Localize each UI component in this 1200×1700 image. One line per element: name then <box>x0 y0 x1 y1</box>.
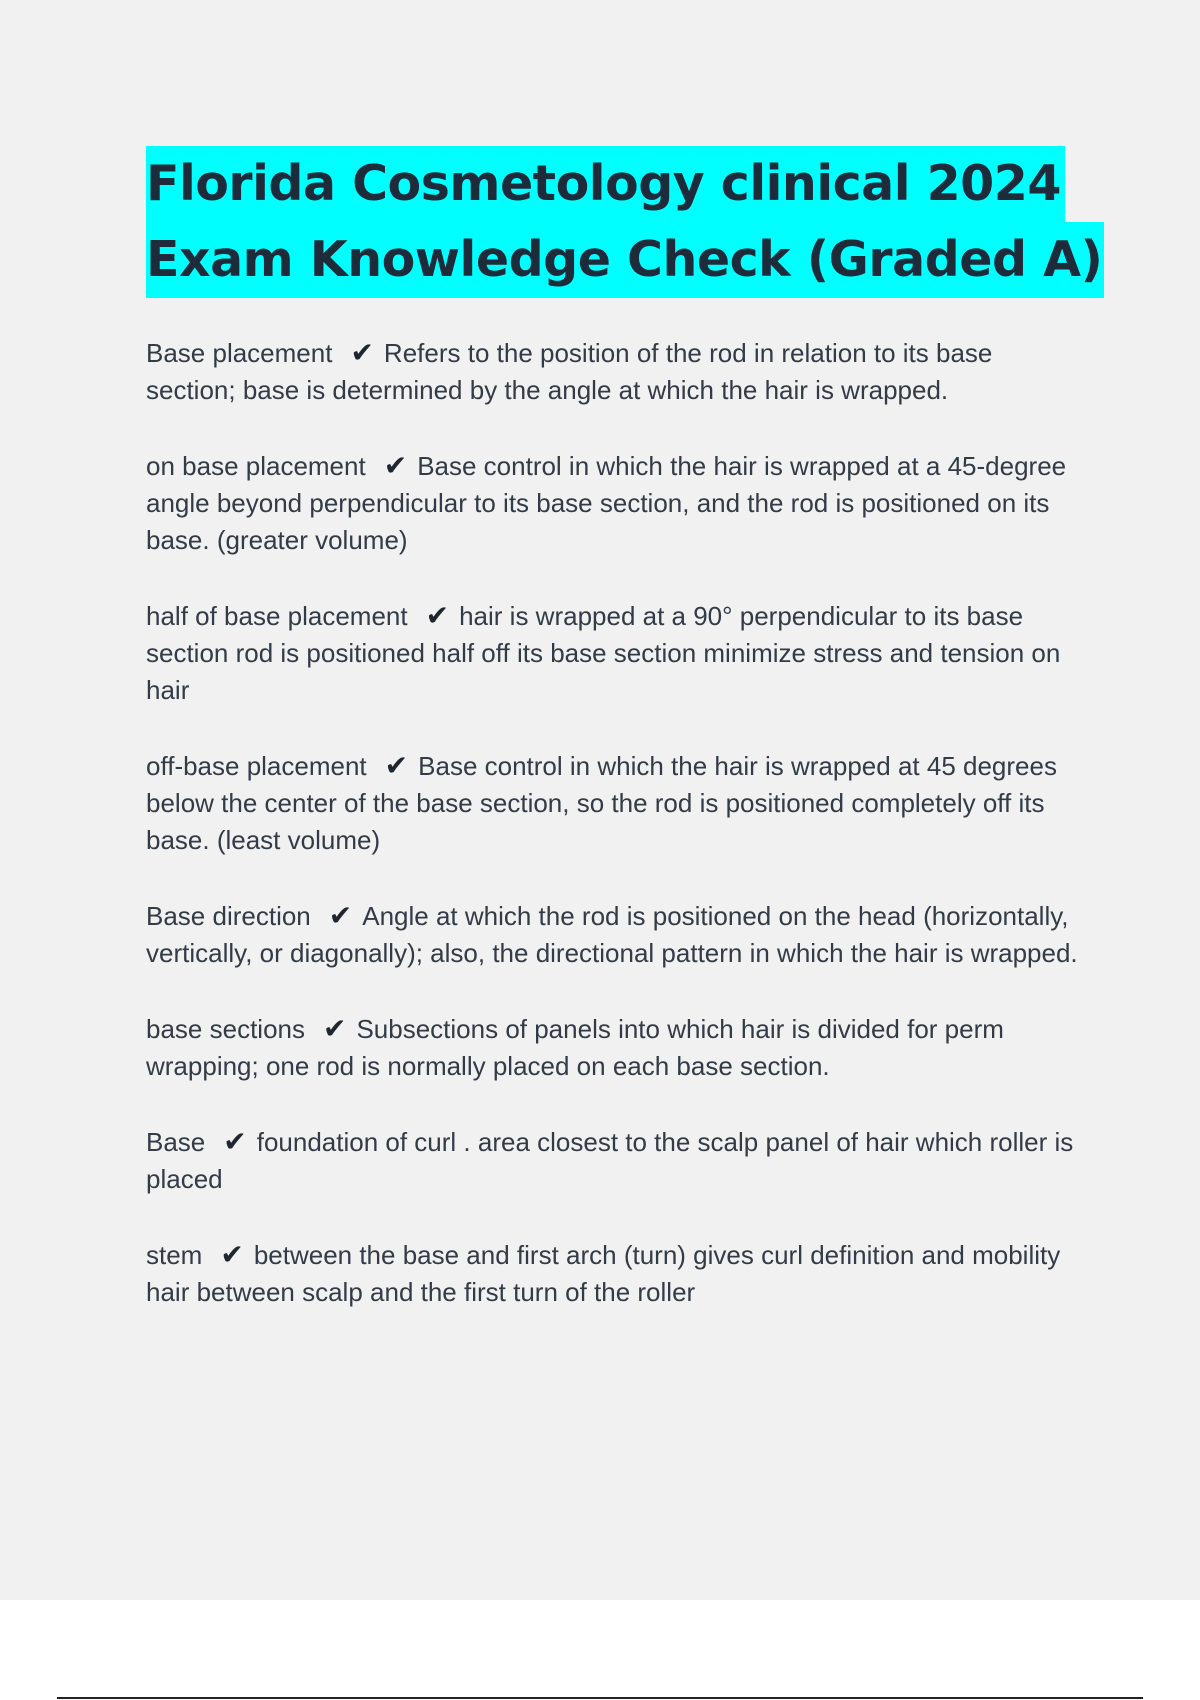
qa-item <box>146 747 1086 859</box>
definition: foundation of curl . area closest to the scalp panel of hair which roller is placed <box>146 1127 1074 1194</box>
definition: Base control in which the hair is wrapped at a 45-degree angle beyond perpendicular to its base section, and the rod is positioned on its base. (greater volume) <box>146 451 1067 555</box>
check-icon: ✔ <box>425 600 450 631</box>
definition: Base control in which the hair is wrapped at 45 degrees below the center of the base section, so the rod is positioned completely off its base. (least volume) <box>146 751 1057 855</box>
definition: Subsections of panels into which hair is divided for perm wrapping; one rod is normally placed on each base section. <box>146 1014 1004 1081</box>
check-icon: ✔ <box>328 900 353 931</box>
definition: between the base and first arch (turn) gives curl definition and mobility hair between scalp and the first turn of the roller <box>146 1240 1061 1307</box>
check-icon: ✔ <box>383 450 408 481</box>
footer-divider <box>57 1697 1143 1699</box>
qa-item <box>146 897 1086 972</box>
check-icon: ✔ <box>223 1126 247 1157</box>
check-icon: ✔ <box>322 1013 347 1044</box>
qa-item <box>146 1010 1086 1085</box>
title-line-2: Exam Knowledge Check (Graded A) <box>146 222 1104 298</box>
qa-item <box>146 1236 1086 1311</box>
term: Base <box>146 1127 206 1157</box>
term: stem <box>146 1240 203 1270</box>
check-icon: ✔ <box>384 750 409 781</box>
check-icon: ✔ <box>350 337 374 368</box>
term: off-base placement <box>146 751 367 781</box>
term: half of base placement <box>146 601 408 631</box>
term: Base placement <box>146 338 333 368</box>
qa-item <box>146 447 1086 559</box>
qa-item <box>146 597 1086 709</box>
definition: Refers to the position of the rod in relation to its base section; base is determined by the angle at which the hair is wrapped. <box>146 338 993 405</box>
definition: Angle at which the rod is positioned on the head (horizontally, vertically, or diagonally); also, the directional pattern in which the hair is wrapped. <box>146 901 1078 968</box>
definition: hair is wrapped at a 90° perpendicular to its base section rod is positioned half off its base section minimize stress and tension on hair <box>146 601 1061 705</box>
check-icon: ✔ <box>220 1239 244 1270</box>
term: Base direction <box>146 901 311 931</box>
term: on base placement <box>146 451 366 481</box>
qa-list <box>146 334 1086 1349</box>
qa-item <box>146 1123 1086 1198</box>
title-line-1: Florida Cosmetology clinical 2024 <box>146 146 1065 222</box>
page-title <box>146 146 1103 298</box>
qa-item <box>146 334 1086 409</box>
term: base sections <box>146 1014 305 1044</box>
